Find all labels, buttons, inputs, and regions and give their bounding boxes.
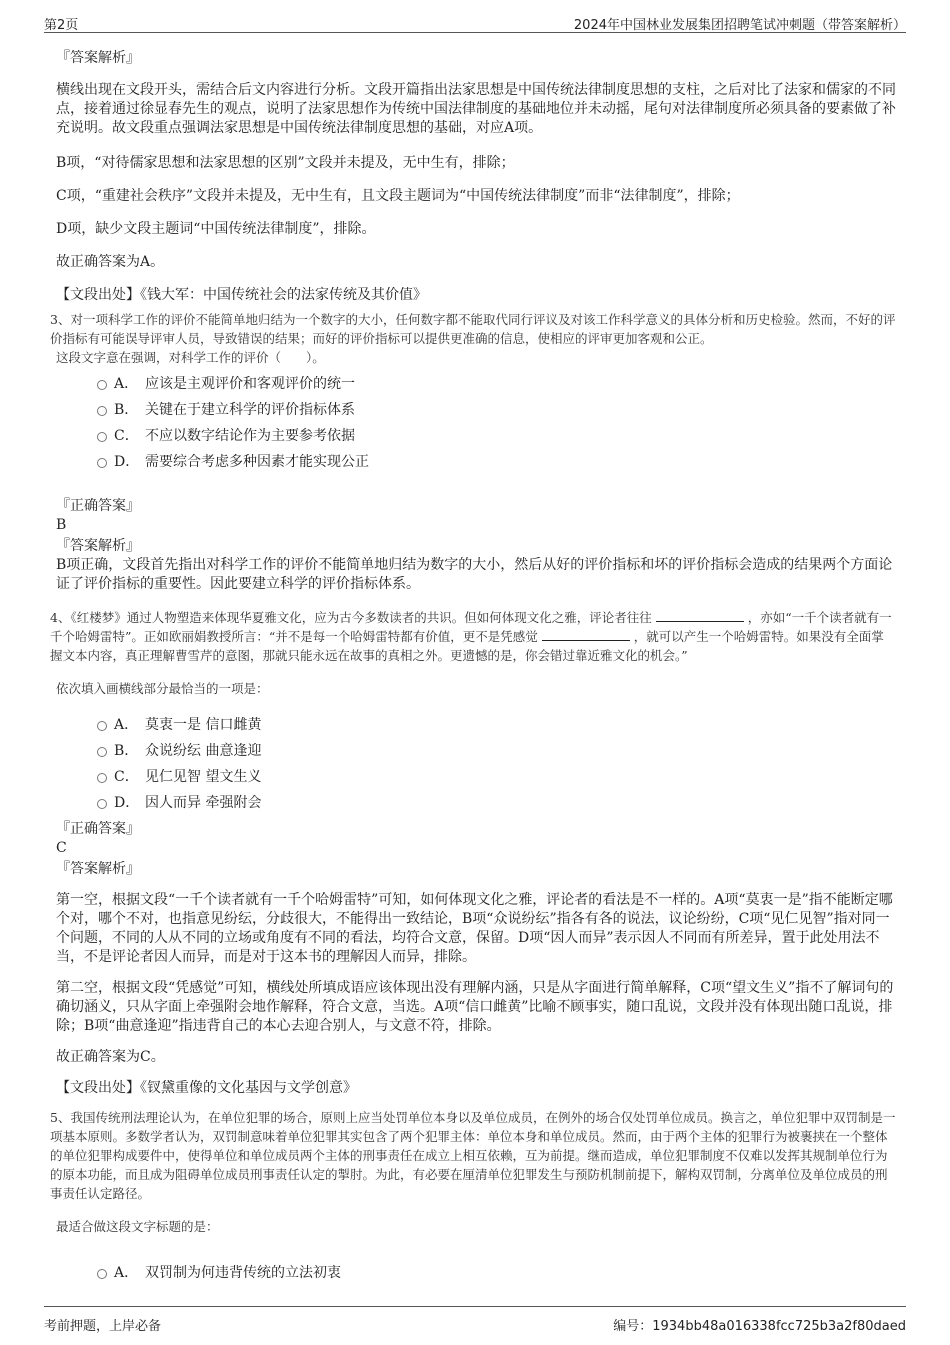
q3-answer: B bbox=[56, 517, 67, 533]
q4-options bbox=[56, 712, 896, 816]
q3-options bbox=[56, 371, 896, 475]
fill-blank-1[interactable] bbox=[656, 609, 744, 622]
footer-slogan: 考前押题，上岸必备 bbox=[44, 1319, 162, 1334]
q2-analysis-b: B项，“对待儒家思想和法家思想的区别”文段并未提及，无中生有，排除； bbox=[56, 155, 515, 171]
q3-option-c[interactable]: C． 不应以数字结论作为主要参考依据 bbox=[56, 423, 896, 449]
analysis-label: 『答案解析』 bbox=[56, 50, 140, 66]
q5-prompt: 最适合做这段文字标题的是： bbox=[56, 1219, 219, 1234]
q3-answer-label: 『正确答案』 bbox=[56, 498, 140, 514]
radio-icon[interactable] bbox=[97, 432, 107, 442]
q4-option-c[interactable]: C． 见仁见智 望文生义 bbox=[56, 764, 896, 790]
q4-option-b[interactable]: B． 众说纷纭 曲意逢迎 bbox=[56, 738, 896, 764]
document-title: 2024年中国林业发展集团招聘笔试冲刺题（带答案解析） bbox=[573, 18, 906, 33]
radio-icon[interactable] bbox=[97, 747, 107, 757]
q4-answer-label: 『正确答案』 bbox=[56, 821, 140, 837]
q4-option-d[interactable]: D． 因人而异 牵强附会 bbox=[56, 790, 896, 816]
q4-analysis-p2: 第二空，根据文段“凭感觉”可知，横线处所填成语应该体现出没有理解内涵，只是从字面进行简单解释，C项“望文生义”指不了解词句的确切涵义，只从字面上牵强附会地作解释，符合文意，当选。A项“信口雌黄”比喻不顾事实，随口乱说，文段并没有体现出随口乱说，排除；B项“曲意逢迎”指违背自己的本心去迎合别人，与文意不符，排除。 bbox=[56, 980, 894, 1034]
page-footer bbox=[44, 1306, 906, 1335]
q3-option-b[interactable]: B． 关键在于建立科学的评价指标体系 bbox=[56, 397, 896, 423]
radio-icon[interactable] bbox=[97, 406, 107, 416]
page-content bbox=[50, 44, 896, 1286]
q3-option-a[interactable]: A． 应该是主观评价和客观评价的统一 bbox=[56, 371, 896, 397]
q2-analysis-p1: 横线出现在文段开头，需结合后文内容进行分析。文段开篇指出法家思想是中国传统法律制度思想的支柱，之后对比了法家和儒家的不同点，接着通过徐显春先生的观点，说明了法家思想作为传统中国法律制度的基础地位并未动摇，尾句对法律制度所必须具备的要素做了补充说明。故文段重点强调法家思想是中国传统法律制度思想的基础，对应A项。 bbox=[56, 82, 896, 136]
radio-icon[interactable] bbox=[97, 773, 107, 783]
q4-conclusion: 故正确答案为C。 bbox=[56, 1049, 165, 1065]
q5-options bbox=[56, 1260, 896, 1286]
q5-option-a[interactable]: A． 双罚制为何违背传统的立法初衷 bbox=[56, 1260, 896, 1286]
q3-option-d[interactable]: D． 需要综合考虑多种因素才能实现公正 bbox=[56, 449, 896, 475]
q5-stem: 5、我国传统刑法理论认为，在单位犯罪的场合，原则上应当处罚单位本身以及单位成员，在例外的场合仅处罚单位成员。换言之，单位犯罪中双罚制是一项基本原则。多数学者认为，双罚制意味着单位犯罪其实包含了两个犯罪主体：单位本身和单位成员。然而，由于两个主体的犯罪行为被裹挟在一个整体的单位犯罪构成要件中，使得单位和单位成员两个主体的刑事责任在成立上相互依赖，互为前提。继而造成，单位犯罪制度不仅难以发挥其规制单位行为的原本功能，而且成为阻碍单位成员刑事责任认定的掣肘。为此，有必要在厘清单位犯罪发生与预防机制前提下，解构双罚制，分离单位及单位成员的刑事责任认定路径。 bbox=[50, 1110, 896, 1201]
radio-icon[interactable] bbox=[97, 721, 107, 731]
q4-prompt: 依次填入画横线部分最恰当的一项是： bbox=[56, 681, 269, 696]
q4-answer: C bbox=[56, 840, 67, 856]
page-header bbox=[44, 8, 906, 33]
q2-source: 【文段出处】《钱大军：中国传统社会的法家传统及其价值》 bbox=[56, 287, 427, 303]
q3-analysis: B项正确，文段首先指出对科学工作的评价不能简单地归结为数字的大小，然后从好的评价指标和坏的评价指标会造成的结果两个方面论证了评价指标的重要性。因此要建立科学的评价指标体系。 bbox=[56, 557, 893, 592]
fill-blank-2[interactable] bbox=[542, 628, 630, 641]
radio-icon[interactable] bbox=[97, 458, 107, 468]
document-id: 编号：1934bb48a016338fcc725b3a2f80daed bbox=[613, 1319, 906, 1334]
radio-icon[interactable] bbox=[97, 380, 107, 390]
q2-analysis-c: C项，“重建社会秩序”文段并未提及，无中生有，且文段主题词为“中国传统法律制度”而非“法律制度”，排除； bbox=[56, 188, 740, 204]
radio-icon[interactable] bbox=[97, 799, 107, 809]
q2-analysis-d: D项，缺少文段主题词“中国传统法律制度”，排除。 bbox=[56, 221, 376, 237]
q4-stem: 4、《红楼梦》通过人物塑造来体现华夏雅文化，应为古今多数读者的共识。但如何体现文化之雅，评论者往往 ，亦如“一千个读者就有一千个哈姆雷特”。正如欧丽娟教授所言：“并不是每一个哈姆雷特都有价值，更不是凭感觉 ，就可以产生一个哈姆雷特。如果没有全面掌握文本内容，真正理解曹雪芹的意图，那就只能永远在故事的真相之外。更遗憾的是，你会错过靠近雅文化的机会。” bbox=[50, 610, 892, 663]
q3-prompt: 这段文字意在强调，对科学工作的评价（ ）。 bbox=[56, 350, 325, 365]
q3-analysis-label: 『答案解析』 bbox=[56, 538, 140, 554]
q4-analysis-label: 『答案解析』 bbox=[56, 861, 140, 877]
page-number: 第2页 bbox=[44, 18, 79, 33]
q4-source: 【文段出处】《钗黛重像的文化基因与文学创意》 bbox=[56, 1080, 357, 1096]
q3-stem: 3、对一项科学工作的评价不能简单地归结为一个数字的大小，任何数字都不能取代同行评议及对该工作科学意义的具体分析和历史检验。然而，不好的评价指标有可能误导评审人员，导致错误的结果；而好的评价指标可以提供更准确的信息，使相应的评审更加客观和公正。 bbox=[50, 312, 896, 346]
q4-option-a[interactable]: A． 莫衷一是 信口雌黄 bbox=[56, 712, 896, 738]
q4-analysis-p1: 第一空，根据文段“一千个读者就有一千个哈姆雷特”可知，如何体现文化之雅，评论者的看法是不一样的。A项“莫衷一是”指不能断定哪个对，哪个不对，也指意见纷纭，分歧很大，不能得出一致结论，B项“众说纷纭”指各有各的说法，议论纷纷，C项“见仁见智”指对同一个问题，不同的人从不同的立场或角度有不同的看法，均符合文意，保留。D项“因人而异”表示因人不同而有所差异，置于此处用法不当，不是评论者因人而异，而是对于这本书的理解因人而异，排除。 bbox=[56, 892, 893, 965]
q2-conclusion: 故正确答案为A。 bbox=[56, 254, 165, 270]
radio-icon[interactable] bbox=[97, 1269, 107, 1279]
